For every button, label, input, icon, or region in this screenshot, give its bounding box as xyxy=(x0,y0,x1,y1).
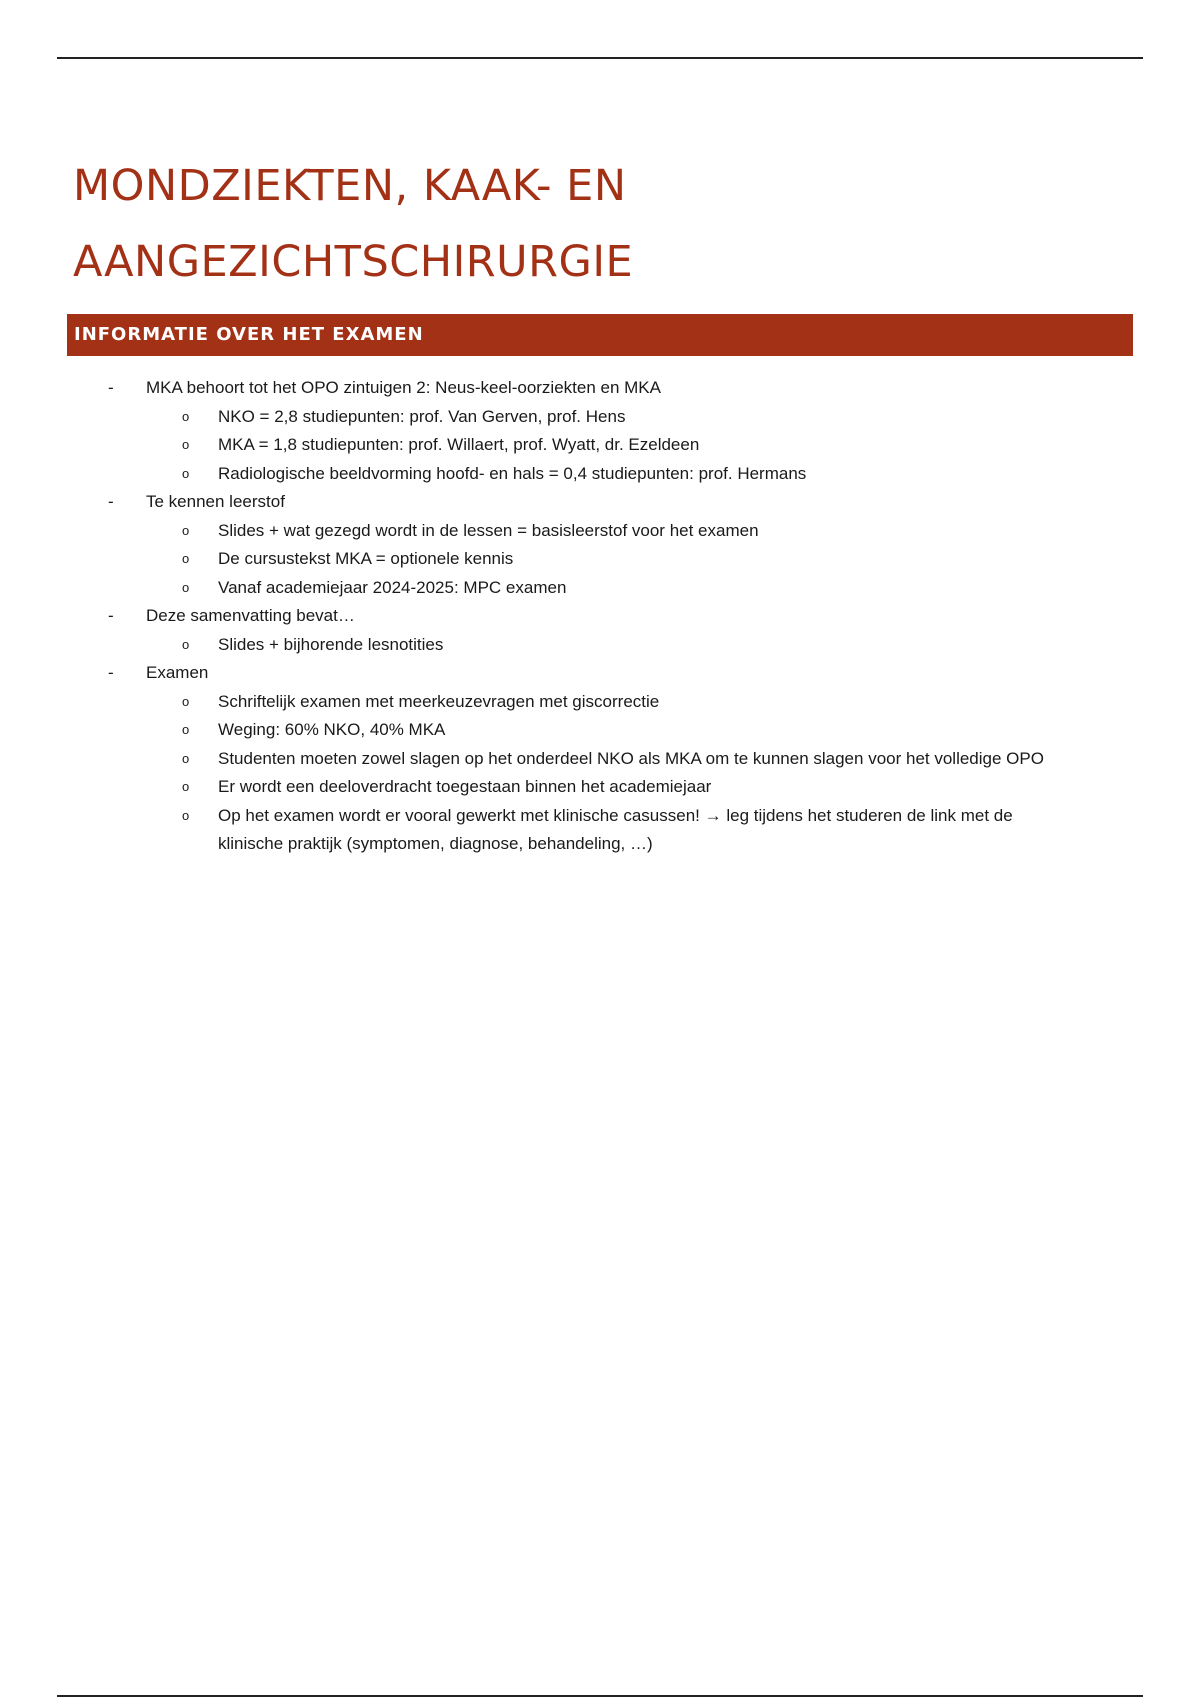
sub-list-item xyxy=(0,517,1200,546)
sub-list-item-text: De cursustekst MKA = optionele kennis xyxy=(218,549,514,568)
dash-bullet: - xyxy=(108,606,114,625)
circle-bullet: o xyxy=(182,722,190,737)
list-item-text: Deze samenvatting bevat… xyxy=(146,606,355,625)
sub-list-item-text: Radiologische beeldvorming hoofd- en hals = 0,4 studiepunten: prof. Hermans xyxy=(218,463,807,483)
dash-bullet: - xyxy=(108,492,114,511)
sub-list-item xyxy=(0,802,1200,831)
circle-bullet: o xyxy=(182,579,190,595)
circle-bullet: o xyxy=(182,408,190,424)
sub-list-item xyxy=(0,688,1200,717)
sub-list-item-text: Slides + wat gezegd wordt in de lessen = basisleerstof voor het examen xyxy=(218,520,759,540)
sub-list-item-text: NKO = 2,8 studiepunten: prof. Van Gerven, prof. Hens xyxy=(218,406,626,426)
sub-list-item xyxy=(0,574,1200,603)
sub-list-item xyxy=(0,403,1200,432)
sub-list-item-text: MKA = 1,8 studiepunten: prof. Willaert, prof. Wyatt, dr. Ezeldeen xyxy=(218,435,700,454)
document-title xyxy=(73,148,1133,300)
exam-info-list xyxy=(0,374,1200,859)
sub-list-item-text: Er wordt een deeloverdracht toegestaan binnen het academiejaar xyxy=(218,777,712,796)
sub-list-item-text: Op het examen wordt er vooral gewerkt met klinische casussen! → leg tijdens het studeren de link met de xyxy=(218,805,1013,825)
dash-bullet: - xyxy=(108,663,114,682)
sub-list-item-text: Slides + bijhorende lesnotities xyxy=(218,634,444,654)
list-item-text: Examen xyxy=(146,663,209,682)
sub-list-item-text: Studenten moeten zowel slagen op het onderdeel NKO als MKA om te kunnen slagen voor het volledige OPO xyxy=(218,748,1044,768)
dash-bullet: - xyxy=(108,378,114,397)
circle-bullet: o xyxy=(182,779,190,794)
list-item xyxy=(0,602,1200,631)
header-rule xyxy=(57,57,1143,59)
circle-bullet: o xyxy=(182,750,190,766)
title-line-1: MONDZIEKTEN, KAAK- EN xyxy=(73,161,627,211)
circle-bullet: o xyxy=(182,693,190,709)
sub-list-item xyxy=(0,631,1200,660)
sub-list-item-text: Schriftelijk examen met meerkeuzevragen met giscorrectie xyxy=(218,691,660,711)
sub-list-item xyxy=(0,460,1200,489)
sub-list-item-text: Vanaf academiejaar 2024-2025: MPC examen xyxy=(218,577,567,597)
sub-list-item-text: klinische praktijk (symptomen, diagnose, behandeling, …) xyxy=(218,834,653,853)
circle-bullet: o xyxy=(182,437,190,452)
footer-rule xyxy=(57,1695,1143,1697)
circle-bullet: o xyxy=(182,551,190,566)
sub-list-item-text: Weging: 60% NKO, 40% MKA xyxy=(218,720,446,739)
list-item xyxy=(0,659,1200,688)
list-item xyxy=(0,374,1200,403)
section-heading: INFORMATIE OVER HET EXAMEN xyxy=(74,324,424,345)
circle-bullet: o xyxy=(182,465,190,481)
list-item-text: MKA behoort tot het OPO zintuigen 2: Neus-keel-oorziekten en MKA xyxy=(146,378,661,397)
circle-bullet: o xyxy=(182,522,190,538)
circle-bullet: o xyxy=(182,636,190,652)
sub-list-item xyxy=(0,431,1200,460)
sub-list-item xyxy=(0,745,1200,774)
sub-list-item xyxy=(0,545,1200,574)
sub-list-item-continuation xyxy=(0,830,1200,859)
title-line-2: AANGEZICHTSCHIRURGIE xyxy=(73,237,634,287)
list-item-text: Te kennen leerstof xyxy=(146,492,285,511)
circle-bullet: o xyxy=(182,807,190,823)
section-heading-bar xyxy=(67,314,1133,356)
list-item xyxy=(0,488,1200,517)
sub-list-item xyxy=(0,773,1200,802)
sub-list-item xyxy=(0,716,1200,745)
